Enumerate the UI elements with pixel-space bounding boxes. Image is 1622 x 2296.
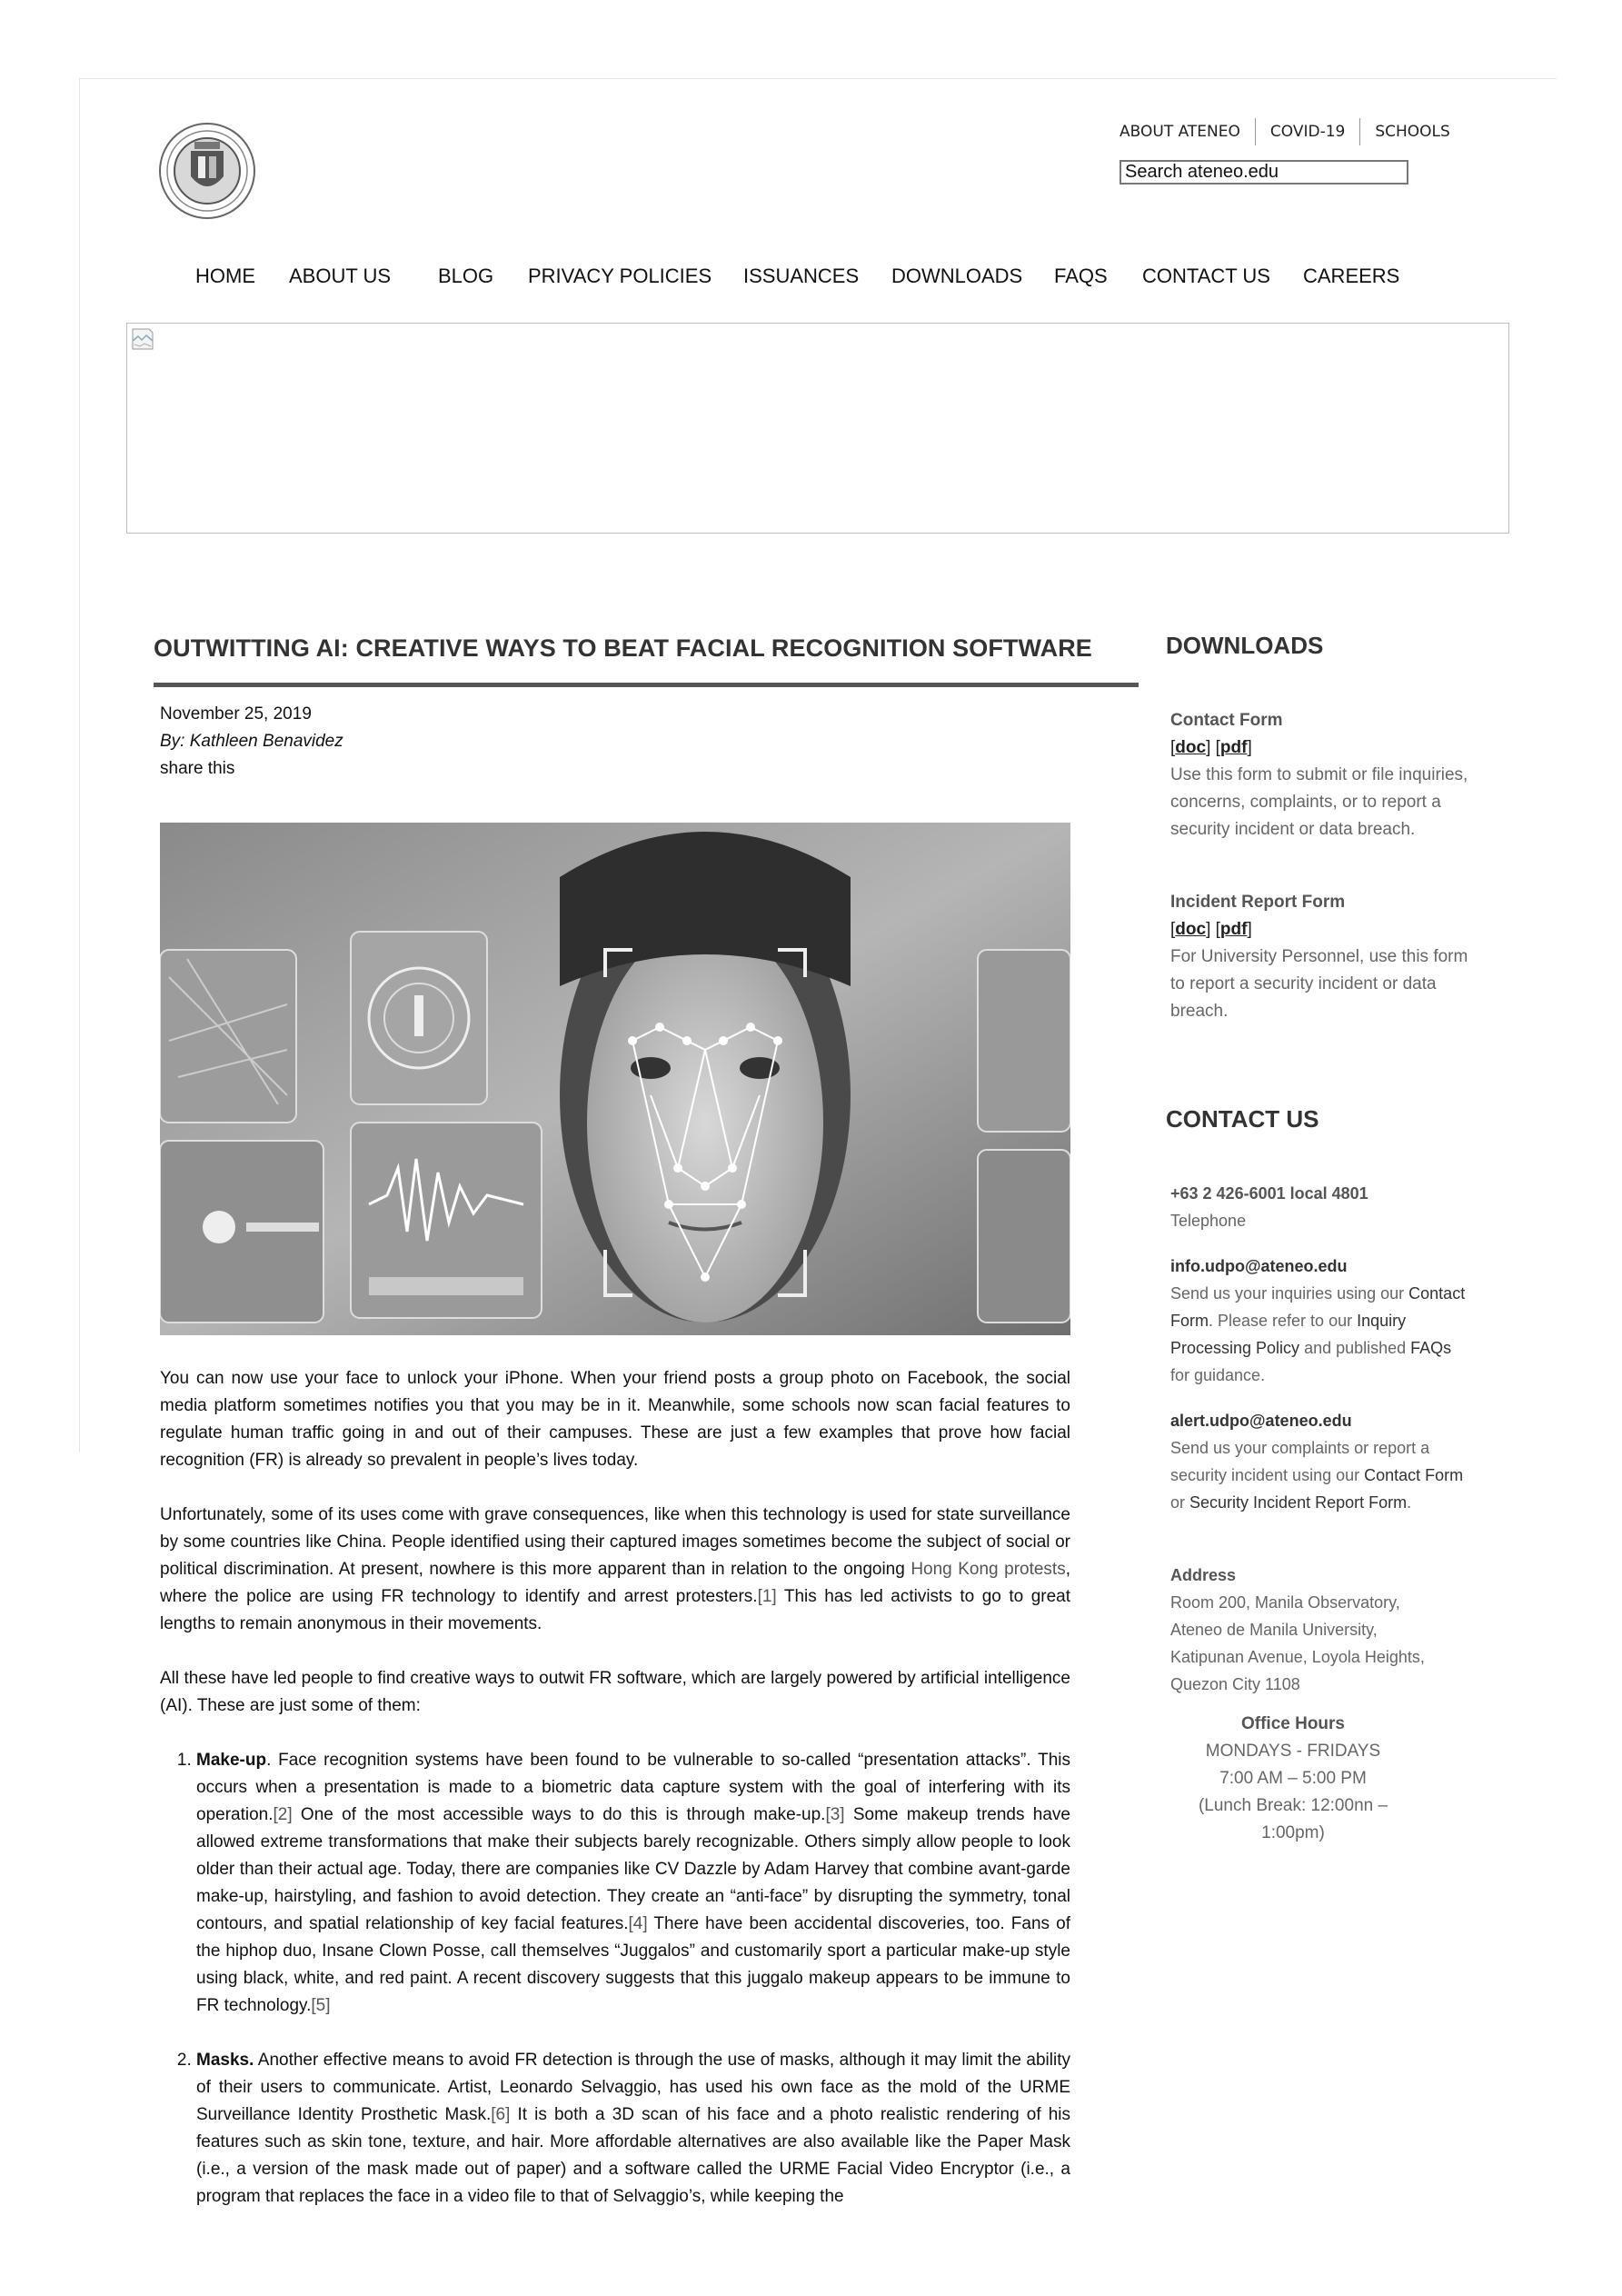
contact-form-doc-link[interactable]: doc bbox=[1175, 738, 1207, 757]
nav-blog[interactable]: BLOG bbox=[438, 265, 494, 287]
utility-link-about-ateneo[interactable]: ABOUT ATENEO bbox=[1119, 123, 1240, 141]
footnote-ref-3[interactable]: [3] bbox=[825, 1805, 845, 1824]
footnote-ref-1[interactable]: [1] bbox=[757, 1587, 777, 1606]
sidebar-downloads-heading: DOWNLOADS bbox=[1166, 632, 1324, 659]
incident-form-description: For University Personnel, use this form to report a security incident or data breach. bbox=[1170, 947, 1468, 1021]
ateneo-seal-logo[interactable] bbox=[158, 122, 256, 220]
article-byline: By: Kathleen Benavidez bbox=[160, 732, 343, 751]
nav-careers[interactable]: CAREERS bbox=[1303, 265, 1400, 287]
article-title: OUTWITTING AI: CREATIVE WAYS TO BEAT FACIAL RECOGNITION SOFTWARE bbox=[154, 634, 1092, 662]
contact-form-title: Contact Form bbox=[1170, 711, 1283, 730]
nav-home[interactable]: HOME bbox=[195, 265, 255, 287]
footnote-ref-6[interactable]: [6] bbox=[491, 2105, 511, 2124]
page-frame-top bbox=[79, 78, 1557, 79]
list-item-makeup: 1. Make-up. Face recognition systems have been found to be vulnerable to so-called “presentation attacks”. This occurs when a presentation is made to a biometric data capture system with the goal of interfering with its operation.[2] One of the most accessible ways to do this is through make-up.[3] Some makeup trends have allowed extreme transformations that make their subjects barely recognizable. Others simply allow people to look older than their actual age. Today, there are companies like CV Dazzle by Adam Harvey that combine avant-garde make-up, hairstyling, and fashion to avoid detection. They create an “anti-face” by disrupting the symmetry, tonal contours, and spatial relationship of key facial features.[4] There have been accidental discoveries, too. Fans of the hiphop duo, Insane Clown Posse, call themselves “Juggalos” and customarily sport a particular make-up style using black, white, and red paint. A recent discovery suggests that this juggalo makeup appears to be immune to FR technology.[5] bbox=[196, 1747, 1070, 2020]
search-input[interactable] bbox=[1119, 160, 1408, 185]
inquiry-policy-link[interactable]: Inquiry Processing Policy bbox=[1170, 1312, 1407, 1357]
utility-link-covid-19[interactable]: COVID-19 bbox=[1255, 118, 1359, 145]
incident-form-pdf-link[interactable]: pdf bbox=[1219, 920, 1248, 939]
nav-about-us[interactable]: ABOUT US bbox=[289, 265, 392, 287]
security-incident-form-link[interactable]: Security Incident Report Form bbox=[1189, 1493, 1408, 1512]
article-meta bbox=[160, 701, 343, 783]
main-nav bbox=[0, 265, 1622, 294]
title-divider bbox=[154, 683, 1139, 687]
footnote-ref-2[interactable]: [2] bbox=[273, 1805, 293, 1824]
broken-image-icon bbox=[131, 327, 154, 351]
contact-form-download: Contact Form [doc] [pdf] Use this form to submit or file inquiries, concerns, complaints, or to report a security incident or data breach. bbox=[1170, 711, 1468, 839]
footnote-ref-5[interactable]: [5] bbox=[311, 1996, 331, 2015]
contact-form-link[interactable]: Contact Form bbox=[1170, 1284, 1466, 1330]
nav-contact-us[interactable]: CONTACT US bbox=[1142, 265, 1270, 287]
facial-recognition-hero-image bbox=[160, 823, 1070, 1335]
article-date: November 25, 2019 bbox=[160, 704, 312, 724]
phone-number[interactable]: +63 2 426-6001 local 4801 bbox=[1170, 1184, 1368, 1203]
nav-issuances[interactable]: ISSUANCES bbox=[743, 265, 860, 287]
contact-form-pdf-link[interactable]: pdf bbox=[1219, 738, 1248, 757]
contact-phone: +63 2 426-6001 local 4801 Telephone bbox=[1170, 1184, 1368, 1230]
contact-info-email: info.udpo@ateneo.edu Send us your inquiries using our Contact Form. Please refer to our Inquiry Processing Policy and published FAQs for guidance. bbox=[1170, 1257, 1466, 1384]
banner-image bbox=[126, 323, 1509, 534]
faqs-link[interactable]: FAQs bbox=[1410, 1339, 1452, 1357]
utility-link-schools[interactable]: SCHOOLS bbox=[1359, 118, 1464, 145]
info-email-link[interactable]: info.udpo@ateneo.edu bbox=[1170, 1257, 1348, 1275]
contact-alert-email: alert.udpo@ateneo.edu Send us your complaints or report a security incident using our Contact Form or Security Incident Report Form. bbox=[1170, 1412, 1464, 1512]
contact-address: Address Room 200, Manila Observatory, Ateneo de Manila University, Katipunan Avenue, Loyola Heights, Quezon City 1108 bbox=[1170, 1566, 1425, 1693]
footnote-ref-4[interactable]: [4] bbox=[628, 1914, 648, 1933]
utility-nav bbox=[1115, 118, 1465, 145]
contact-form-description: Use this form to submit or file inquiries, concerns, complaints, or to report a security incident or data breach. bbox=[1170, 765, 1468, 839]
list-item-masks: 2. Masks. Another effective means to avoid FR detection is through the use of masks, although it may limit the ability of their users to communicate. Artist, Leonardo Selvaggio, has used his own face as the mold of the URME Surveillance Identity Prosthetic Mask.[6] It is both a 3D scan of his face and a photo realistic rendering of his features such as skin tone, texture, and hair. More affordable alternatives are also available like the Paper Mask (i.e., a version of the mask made out of paper) and a software called the URME Facial Video Encryptor (i.e., a program that replaces the face in a video file to that of Selvaggio’s, while keeping the bbox=[196, 2047, 1070, 2211]
methods-list bbox=[160, 1747, 1070, 2211]
hong-kong-protests-link[interactable]: Hong Kong protests bbox=[911, 1560, 1066, 1579]
incident-form-doc-link[interactable]: doc bbox=[1175, 920, 1207, 939]
incident-form-download: Incident Report Form [doc] [pdf] For University Personnel, use this form to report a security incident or data breach. bbox=[1170, 893, 1468, 1021]
office-hours: Office Hours MONDAYS - FRIDAYS 7:00 AM – 5:00 PM (Lunch Break: 12:00nn – 1:00pm) bbox=[1198, 1714, 1388, 1842]
sidebar-contact-heading: CONTACT US bbox=[1166, 1105, 1319, 1133]
contact-form-link-2[interactable]: Contact Form bbox=[1364, 1466, 1464, 1484]
alert-email-link[interactable]: alert.udpo@ateneo.edu bbox=[1170, 1412, 1352, 1430]
article-paragraph-1: You can now use your face to unlock your iPhone. When your friend posts a group photo on Facebook, the social media platform sometimes notifies you that you may be in it. Meanwhile, some schools now scan facial features to regulate human traffic going in and out of their campuses. These are just a few examples that prove how facial recognition (FR) is already so prevalent in people’s lives today. bbox=[160, 1369, 1070, 1470]
share-link[interactable]: share this bbox=[160, 759, 235, 778]
article-paragraph-2: Unfortunately, some of its uses come with grave consequences, like when this technology is used for state surveillance by some countries like China. People identified using their captured images sometimes become the subject of social or political discrimination. At present, nowhere is this more apparent than in relation to the ongoing Hong Kong protests, where the police are using FR technology to identify and arrest protesters.[1] This has led activists to go to great lengths to remain anonymous in their movements. bbox=[160, 1505, 1071, 1633]
nav-privacy-policies[interactable]: PRIVACY POLICIES bbox=[528, 265, 712, 287]
article-body bbox=[160, 1365, 1070, 2238]
nav-downloads[interactable]: DOWNLOADS bbox=[891, 265, 1023, 287]
incident-form-title: Incident Report Form bbox=[1170, 893, 1346, 912]
nav-faqs[interactable]: FAQS bbox=[1054, 265, 1108, 287]
article-paragraph-3: All these have led people to find creative ways to outwit FR software, which are largely powered by artificial intelligence (AI). These are just some of them: bbox=[160, 1669, 1070, 1715]
